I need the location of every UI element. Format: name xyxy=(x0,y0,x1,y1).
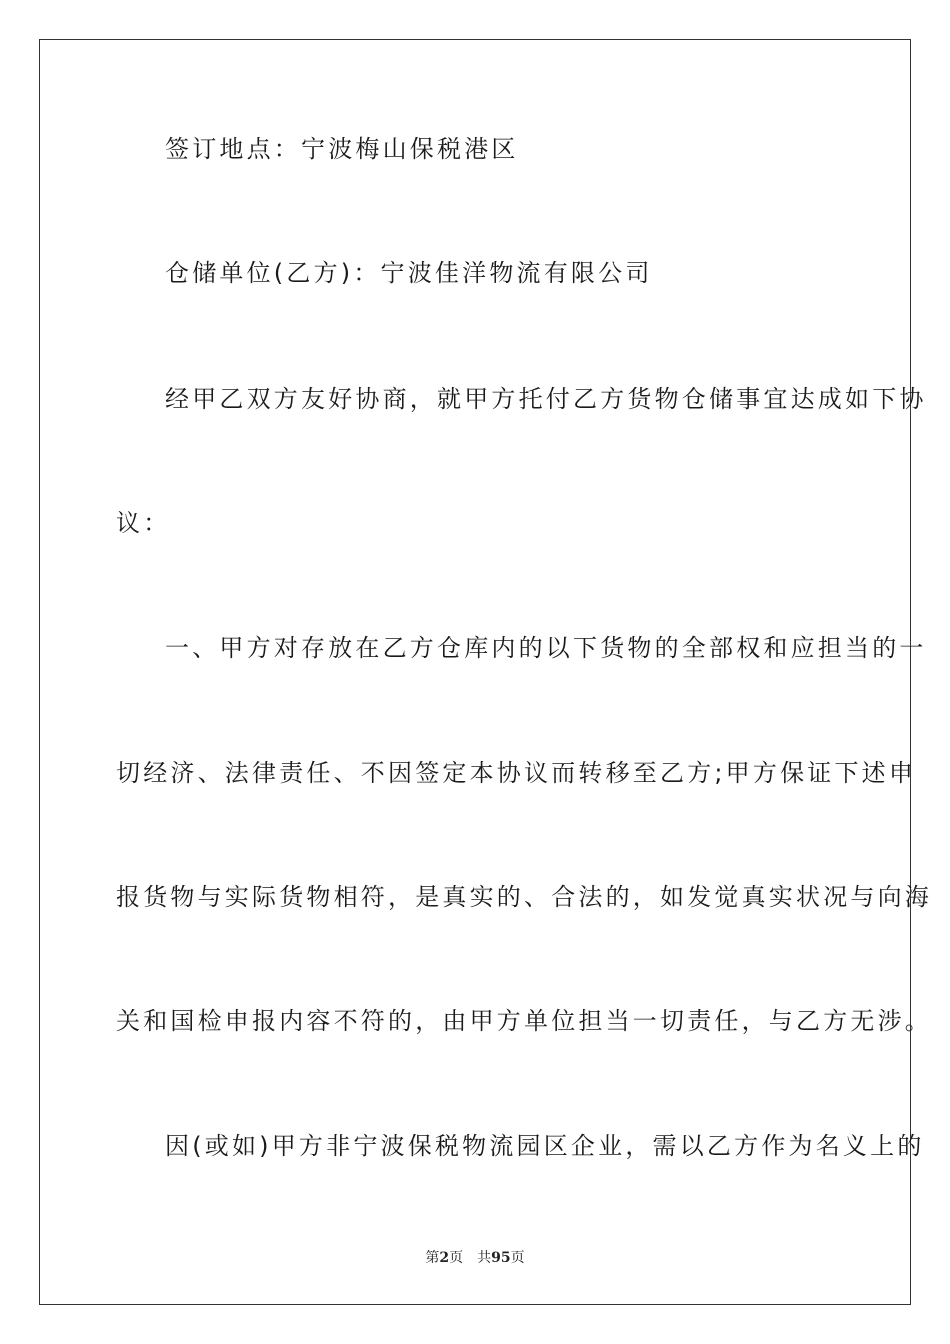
clause-one-line-3: 报货物与实际货物相符，是真实的、合法的，如发觉真实状况与向海 xyxy=(116,883,932,911)
footer-total-suffix: 页 xyxy=(510,1250,525,1266)
footer-page-number: 2 xyxy=(439,1250,450,1266)
agreement-intro-continued: 议： xyxy=(116,509,171,537)
clause-one-line-2: 切经济、法律责任、不因签定本协议而转移至乙方;甲方保证下述申 xyxy=(116,759,917,787)
page-border xyxy=(39,39,911,1305)
warehouse-party-line: 仓储单位(乙方)：宁波佳洋物流有限公司 xyxy=(165,259,653,287)
footer-total-pages: 95 xyxy=(491,1250,511,1266)
agreement-intro-line: 经甲乙双方友好协商，就甲方托付乙方货物仓储事宜达成如下协 xyxy=(165,385,927,413)
signing-location-line: 签订地点：宁波梅山保税港区 xyxy=(165,135,519,163)
page-footer xyxy=(0,1247,950,1267)
footer-page-suffix: 页 xyxy=(449,1250,464,1266)
footer-page-prefix: 第 xyxy=(425,1250,440,1266)
clause-one-line-4: 关和国检申报内容不符的，由甲方单位担当一切责任，与乙方无涉。 xyxy=(116,1007,932,1035)
footer-total-prefix: 共 xyxy=(477,1250,492,1266)
clause-one-line-1: 一、甲方对存放在乙方仓库内的以下货物的全部权和应担当的一 xyxy=(165,634,927,662)
clause-two-line-1: 因(或如)甲方非宁波保税物流园区企业，需以乙方作为名义上的 xyxy=(165,1132,925,1160)
